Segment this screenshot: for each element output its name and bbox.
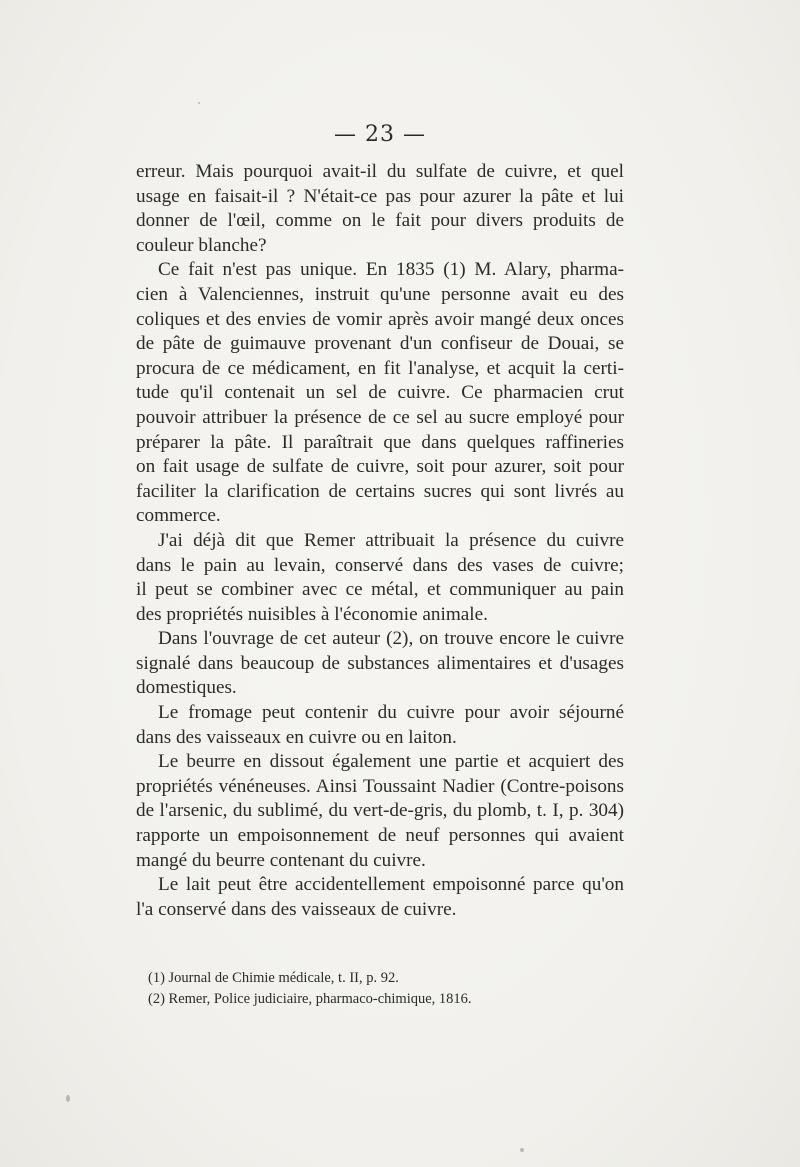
text-line: rapporte un empoisonnement de neuf personnes qui avaient [136,825,624,847]
paper-speck [66,1095,70,1102]
text-line: l'a conservé dans des vaisseaux de cuivre. [136,898,457,920]
text-line: donner de l'œil, comme on le fait pour divers produits de [136,210,624,232]
text-line: tude qu'il contenait un sel de cuivre. Ce pharmacien crut [136,382,624,404]
text-line: dans des vaisseaux en cuivre ou en laiton. [136,726,457,748]
text-line: usage en faisait-il ? N'était-ce pas pour azurer la pâte et lui [136,185,624,207]
footnote-1: (1) Journal de Chimie médicale, t. II, p. 92. [148,970,399,986]
paragraph-4 [136,627,624,701]
text-line: on fait usage de sulfate de cuivre, soit pour azurer, soit pour [136,456,624,478]
text-line: Le lait peut être accidentellement empoisonné parce qu'on [158,874,624,896]
page-number: — 23 — [334,122,426,147]
text-line: des propriétés nuisibles à l'économie animale. [136,603,488,625]
text-line: couleur blanche? [136,234,267,256]
text-line: il peut se combiner avec ce métal, et communiquer au pain [136,579,624,601]
text-line: pouvoir attribuer la présence de ce sel au sucre employé pour [136,406,624,428]
text-line: signalé dans beaucoup de substances alimentaires et d'usages [136,652,624,674]
text-line: Dans l'ouvrage de cet auteur (2), on trouve encore le cuivre [158,628,624,650]
body-text [136,160,624,922]
paragraph-2 [136,258,624,529]
text-line: Le beurre en dissout également une partie et acquiert des [158,751,624,773]
text-line: coliques et des envies de vomir après avoir mangé deux onces [136,308,624,330]
text-line: Le fromage peut contenir du cuivre pour avoir séjourné [158,702,624,724]
paragraph-5 [136,701,624,750]
paragraph-1 [136,160,624,258]
text-line: commerce. [136,505,221,527]
text-line: dans le pain au levain, conservé dans des vases de cuivre; [136,554,624,576]
paragraph-3 [136,529,624,627]
text-line: domestiques. [136,677,237,699]
text-line: préparer la pâte. Il paraîtrait que dans quelques raffineries [136,431,624,453]
text-line: J'ai déjà dit que Remer attribuait la présence du cuivre [158,529,624,551]
text-line: cien à Valenciennes, instruit qu'une personne avait eu des [136,283,624,305]
text-line: Ce fait n'est pas unique. En 1835 (1) M. Alary, pharma- [158,259,624,281]
text-line: mangé du beurre contenant du cuivre. [136,849,426,871]
paragraph-6 [136,750,624,873]
footnote-2: (2) Remer, Police judiciaire, pharmaco-chimique, 1816. [148,991,472,1007]
paper-speck [198,102,200,104]
text-line: faciliter la clarification de certains sucres qui sont livrés au [136,480,624,502]
text-line: de l'arsenic, du sublimé, du vert-de-gris, du plomb, t. I, p. 304) [136,800,624,822]
paper-speck [520,1148,524,1152]
text-line: propriétés vénéneuses. Ainsi Toussaint Nadier (Contre-poisons [136,775,624,797]
text-line: de pâte de guimauve provenant d'un confiseur de Douai, se [136,333,624,355]
paragraph-7 [136,873,624,922]
text-line: procura de ce médicament, en fit l'analyse, et acquit la certi- [136,357,624,379]
text-line: erreur. Mais pourquoi avait-il du sulfate de cuivre, et quel [136,161,624,182]
footnotes [148,968,624,1010]
